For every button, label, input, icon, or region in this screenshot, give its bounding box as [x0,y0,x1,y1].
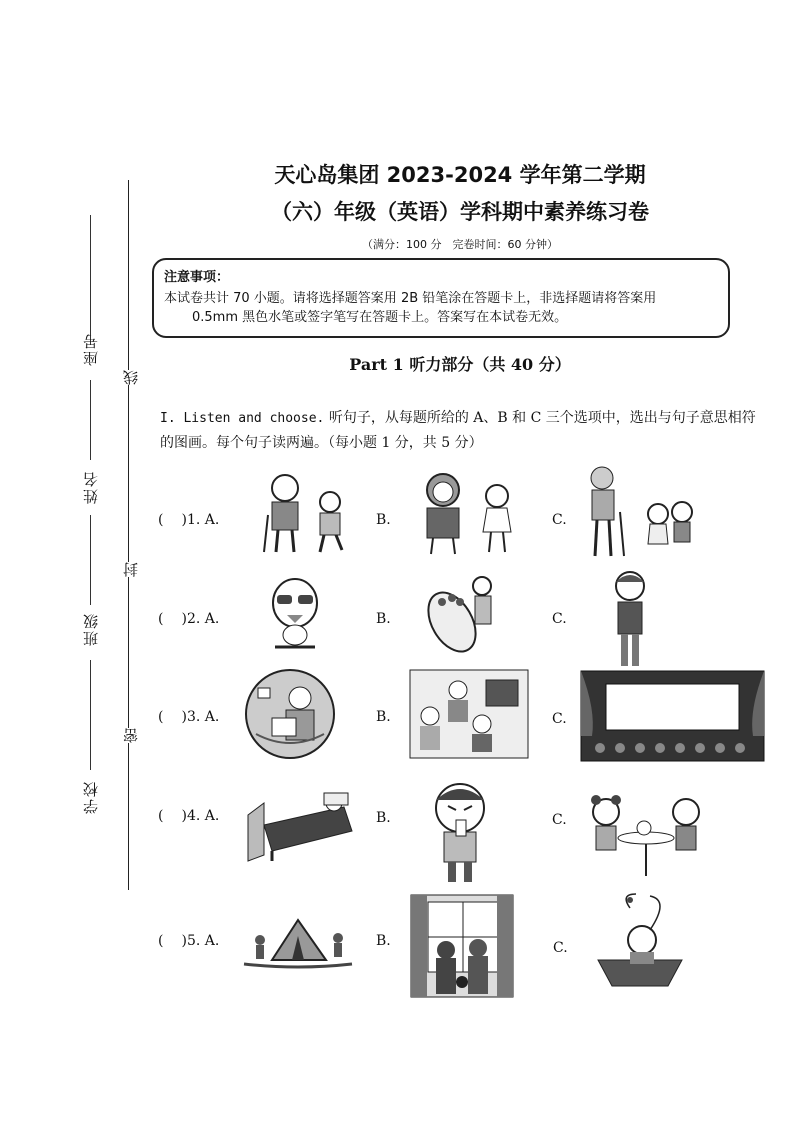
question-5-option-c: C. [553,940,568,956]
question-3-label: ()3. A. [158,709,220,725]
q2-picture-b [420,572,510,662]
exam-title-line1: 天心岛集团 2023-2024 学年第二学期 [274,163,646,187]
margin-label-class: 班级 [82,612,100,646]
seal-char-line: 线 [122,370,140,385]
q4-picture-b [422,780,498,884]
exam-title-line2: （六）年级（英语）学科期中素养练习卷 [271,200,649,224]
question-5-label: ()5. A. [158,933,220,949]
seal-line [128,180,129,890]
margin-label-seat: 座号 [82,332,100,366]
q2-picture-c [608,568,652,668]
notice-line2: 0.5mm 黑色水笔或签字笔写在答题卡上。答案写在本试卷无效。 [192,310,568,325]
question-1-option-b: B. [376,512,391,528]
question-5-option-b: B. [376,933,391,949]
margin-blank-line-class [90,515,91,605]
instruction-en: I. Listen and choose. [160,411,325,426]
question-2-option-b: B. [376,611,391,627]
q5-picture-c [590,890,690,990]
question-3-option-c: C. [552,711,567,727]
notice-line1: 本试卷共计 70 小题。请将选择题答案用 2B 铅笔涂在答题卡上，非选择题请将答案用 [164,291,657,306]
q3-picture-b [408,668,530,760]
instruction-cn2: 的图画。每个句子读两遍。（每小题 1 分，共 5 分） [160,435,483,451]
question-1-label: ()1. A. [158,512,220,528]
q1-picture-b [405,468,525,556]
q5-picture-b [410,894,514,998]
q5-picture-a [242,914,354,970]
q3-picture-c [580,670,765,762]
instruction-cn: 听句子，从每题所给的 A、B 和 C 三个选项中，选出与句子意思相符 [324,410,756,426]
notice-title: 注意事项： [164,270,230,285]
question-2-option-c: C. [552,611,567,627]
margin-blank-line-school [90,660,91,770]
margin-label-name: 姓名 [82,470,100,504]
question-1-option-c: C. [552,512,567,528]
question-4-option-b: B. [376,810,391,826]
q4-picture-a [244,785,356,863]
question-3-option-b: B. [376,709,391,725]
margin-blank-line-seat [90,215,91,345]
margin-label-school: 学校 [82,780,100,814]
q4-picture-c [586,790,708,880]
part1-title: Part 1 听力部分（共 40 分） [349,355,571,374]
q1-picture-a [250,470,360,555]
q2-picture-a [265,575,325,655]
margin-blank-line-name [90,380,91,460]
question-4-label: ()4. A. [158,808,220,824]
seal-char-secret: 密 [122,728,140,743]
seal-char-seal: 封 [122,562,140,577]
notice-box [152,258,730,338]
score-info: （满分：100 分 完卷时间：60 分钟） [362,238,558,251]
question-2-label: ()2. A. [158,611,220,627]
question-4-option-c: C. [552,812,567,828]
q1-picture-c [580,462,700,560]
part1-instruction [160,406,772,455]
q3-picture-a [244,668,336,760]
